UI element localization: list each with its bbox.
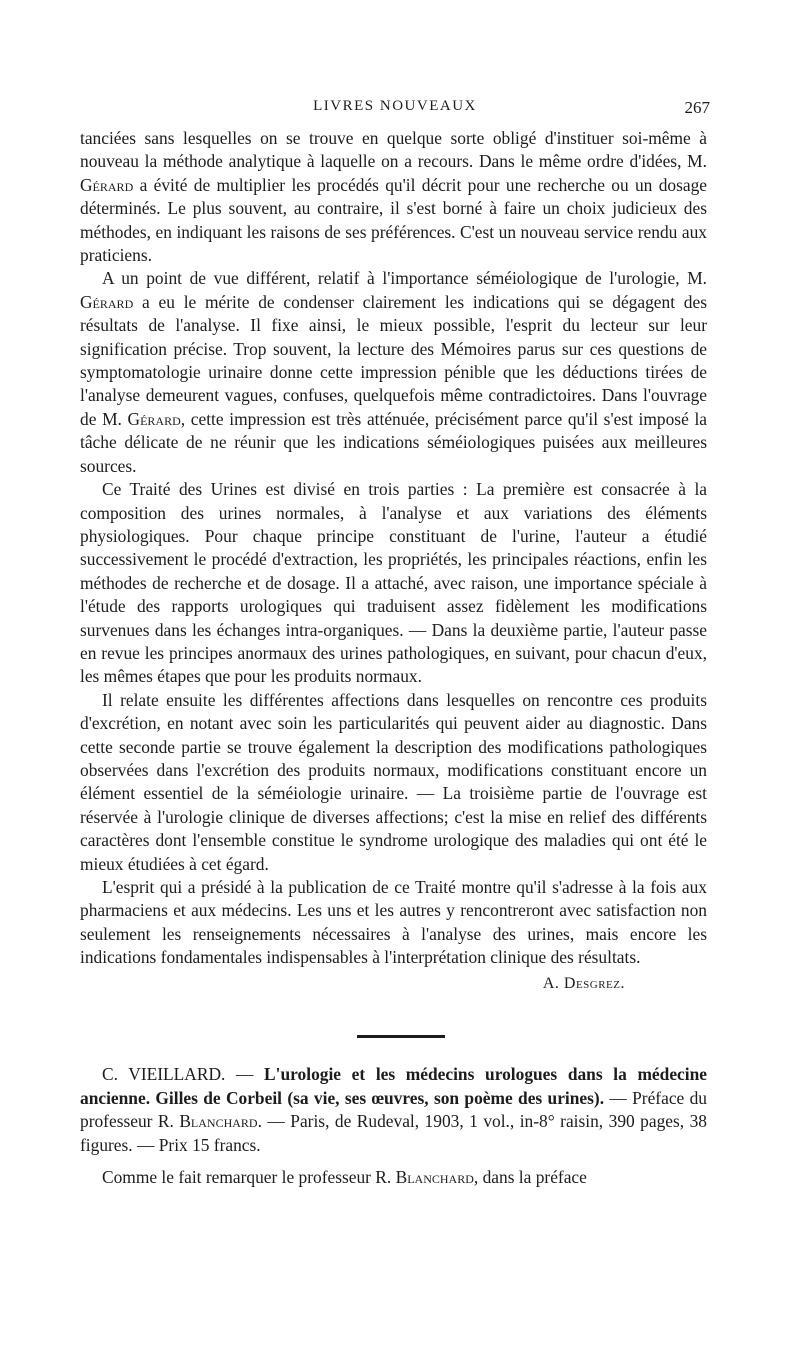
book-citation: C. VIEILLARD. — L'urologie et les médecins urologues dans la médecine ancienne. Gilles de Corbeil (sa vie, ses œuvres, son poème des urines). — Préface du professeur R. Blanchard. — Paris, de Rudeval, 1903, 1 vol., in-8° raisin, 390 pages, 38 figures. — Prix 15 francs. <box>80 1064 707 1155</box>
author-name-gerard: Gérard <box>127 408 181 429</box>
citation-publication: . — Paris, de Rudeval, 1903, 1 vol., in-8° raisin, 390 pages, 38 figures. — Prix 15 francs. <box>80 1111 707 1155</box>
paragraph-5: L'esprit qui a présidé à la publication de ce Traité montre qu'il s'adresse à la fois aux pharmaciens et aux médecins. Les uns et les autres y rencontreront avec satisfaction non seulement les renseignements nécessaires à l'analyse des urines, mais encore les indications fondamentales indispensables à l'interprétation clinique des résultats. <box>80 877 707 968</box>
running-head: LIVRES NOUVEAUX <box>313 98 477 114</box>
review-opening: Comme le fait remarquer le professeur R. Blanchard, dans la préface <box>102 1167 587 1188</box>
page-number: 267 <box>684 98 710 117</box>
paragraph-2: A un point de vue différent, relatif à l'importance séméiologique de l'urologie, M. Gérard a eu le mérite de condenser clairement les indications qui se dégagent des résultats de l'analyse. Il fixe ainsi, le mieux possible, l'esprit du lecteur sur leur signification précise. Trop souvent, la lecture des Mémoires parus sur ces questions de symptomatologie urinaire donne cette impression pénible que les déductions tirées de l'analyse demeurent vagues, confuses, quelquefois même contradictoires. Dans l'ouvrage de M. Gérard, cette impression est très atténuée, précisément parce qu'il s'est imposé la tâche délicate de ne réunir que les indications séméiologiques puisées aux meilleures sources. <box>80 268 707 476</box>
author-name-gerard: Gérard <box>80 174 134 195</box>
section-divider <box>357 1035 445 1038</box>
paragraph-4: Il relate ensuite les différentes affections dans lesquelles on rencontre ces produits d'excrétion, en notant avec soin les particularités qui peuvent aider au diagnostic. Dans cette seconde partie se trouve également la description des modifications pathologiques observées dans l'excrétion des produits normaux, modifications constituant encore un élément essentiel de la séméiologie urinaire. — La troisième partie de l'ouvrage est réservée à l'urologie clinique de diverses affections; c'est la mise en relief des différents caractères dont l'ensemble constitue le syndrome urologique des maladies qui ont été le mieux étudiées à cet égard. <box>80 689 707 874</box>
review-desgrez <box>80 127 707 995</box>
citation-title: L'urologie et les médecins urologues dans la médecine ancienne. Gilles de Corbeil (sa vie, ses œuvres, son poème des urines). <box>80 1064 707 1108</box>
citation-author: C. VIEILLARD. — <box>102 1064 265 1084</box>
preface-author: Blanchard <box>179 1111 258 1132</box>
author-name-gerard: Gérard <box>80 291 134 312</box>
page-header <box>80 98 710 124</box>
review-vieillard <box>80 1063 707 1190</box>
reviewer-signature: A. Desgrez. <box>542 974 625 992</box>
paragraph-1: tanciées sans lesquelles on se trouve en quelque sorte obligé d'instituer soi-même à nouveau la méthode analytique à laquelle on a recours. Dans le même ordre d'idées, M. Gérard a évité de multiplier les procédés qu'il décrit pour une recherche ou un dosage déterminés. Le plus souvent, au contraire, il s'est borné à faire un choix judicieux des méthodes, en indiquant les raisons de ses préférences. C'est un nouveau service rendu aux praticiens. <box>80 128 707 266</box>
paragraph-3: Ce Traité des Urines est divisé en trois parties : La première est consacrée à la composition des urines normales, à l'analyse et aux variations des éléments physiologiques. Pour chaque principe constituant de l'urine, l'auteur a étudié successivement le procédé d'extraction, les propriétés, les principales réactions, enfin les méthodes de recherche et de dosage. Il a attaché, avec raison, une importance spéciale à l'étude des rapports urologiques qui traduisent assez fidèlement les modifications survenues dans les échanges intra-organiques. — Dans la deuxième partie, l'auteur passe en revue les principes anormaux des urines pathologiques, en suivant, pour chacun d'eux, les mêmes étapes que pour les produits normaux. <box>80 479 707 687</box>
professor-name: Blanchard <box>395 1167 474 1188</box>
